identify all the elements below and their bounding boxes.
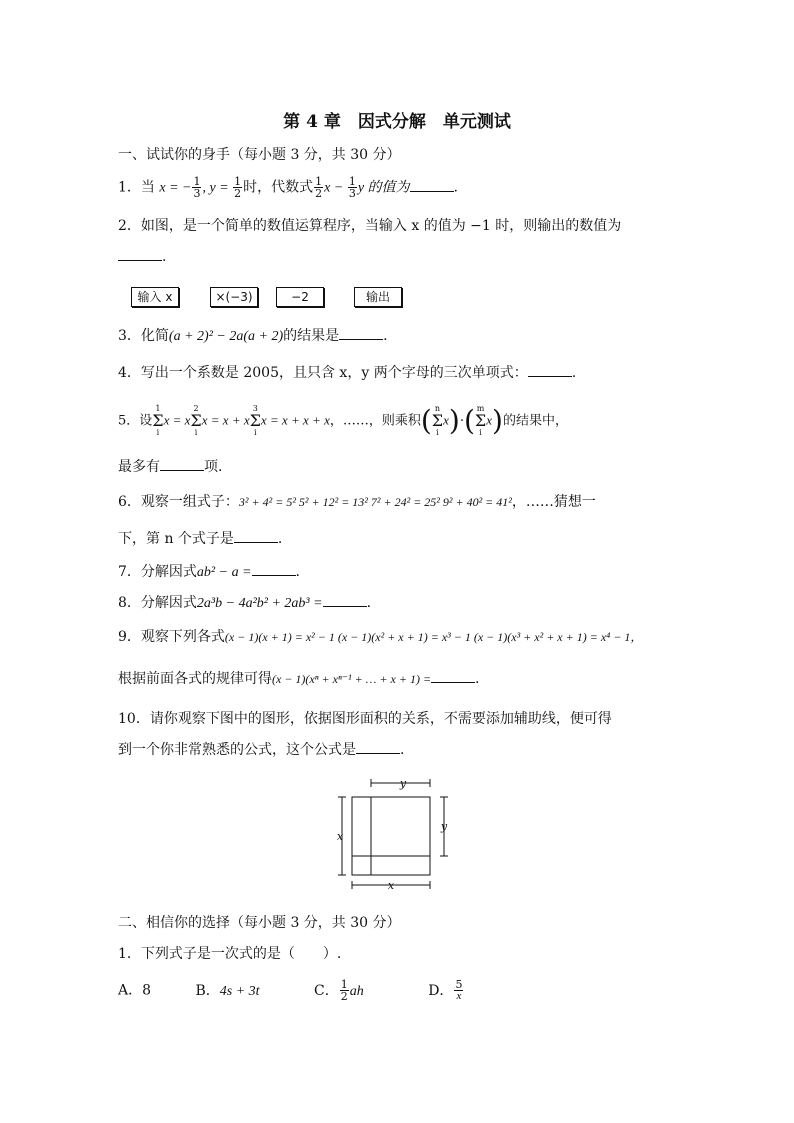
flow-input-box: 输入 x (131, 287, 179, 307)
question-7: 7．分解因式ab² − a = . (118, 561, 300, 583)
option-c[interactable]: C． $\frac{1}{2}$ ah (314, 978, 364, 1003)
square-figure (330, 773, 455, 893)
answer-blank-7[interactable] (252, 561, 296, 576)
page-title: 第 4 章 因式分解 单元测试 (283, 112, 511, 132)
question-9-line-2: 根据前面各式的规律可得(x − 1)(xⁿ + xⁿ⁻¹ + … + x + 1) = . (118, 668, 480, 689)
answer-blank-10[interactable] (356, 739, 400, 754)
answer-blank-4[interactable] (528, 362, 572, 377)
flow-output-box: 输出 (354, 287, 402, 307)
flow-multiply-box: ×(−3) (210, 287, 258, 307)
answer-blank-9[interactable] (431, 668, 475, 683)
question-1: 1．当 x = − $\frac{1}{3}$ , y = $\frac{1}{2}$ 时，代数式 $\frac{1}{2}$ x − $\frac{1}{3}$ y 的值为 . (118, 175, 458, 200)
mc-question-1: 1．下列式子是一次式的是（ ）. (118, 946, 342, 962)
answer-blank-2[interactable] (118, 246, 162, 261)
question-3: 3．化简(a + 2)² − 2a(a + 2)的结果是 . (118, 325, 388, 347)
answer-blank-5[interactable] (160, 456, 204, 471)
label-y-top: y (399, 777, 407, 790)
section1-heading: 一、试试你的身手（每小题 3 分，共 30 分） (118, 147, 401, 163)
outer-square (352, 797, 430, 875)
question-6: 6．观察一组式子：3² + 4² = 5² 5² + 12² = 13² 7² + 24² = 25² 9² + 40² = 41²，……猜想一 (118, 494, 596, 510)
answer-blank-6[interactable] (234, 528, 278, 543)
question-9: 9．观察下列各式(x − 1)(x + 1) = x² − 1 (x − 1)(x² + x + 1) = x³ − 1 (x − 1)(x³ + x² + x + 1) = x⁴ − 1， (118, 629, 643, 645)
flow-subtract-box: −2 (276, 287, 324, 307)
section2-heading: 二、相信你的选择（每小题 3 分，共 30 分） (118, 915, 401, 931)
label-x-left: x (336, 830, 344, 843)
label-x-bottom: x (387, 879, 395, 892)
question-8: 8．分解因式2a³b − 4a²b² + 2ab³ = . (118, 592, 371, 614)
question-10-line-2: 到一个你非常熟悉的公式，这个公式是 . (118, 739, 404, 760)
question-5-line-2: 最多有 项. (118, 456, 222, 477)
answer-blank-8[interactable] (323, 592, 367, 607)
option-d[interactable]: D． $\frac{5}{x}$ (428, 978, 463, 1002)
mc-options-1 (118, 979, 464, 1002)
label-y-right: y (440, 820, 448, 833)
question-5: 5．设1 Σ ix = x2 Σ ix = x + x3 Σ ix = x + x + x，……，则乘积( n Σ ix)·( m Σ ix)的结果中， (118, 404, 568, 437)
answer-blank-1[interactable] (410, 177, 454, 192)
question-10: 10．请你观察下图中的图形，依据图形面积的关系，不需要添加辅助线，便可得 (118, 711, 612, 727)
question-6-line-2: 下，第 n 个式子是 . (118, 528, 282, 549)
answer-blank-3[interactable] (339, 325, 383, 340)
option-b[interactable]: B．4s + 3t (195, 982, 260, 999)
question-2-blank-line: . (118, 246, 166, 267)
question-4: 4．写出一个系数是 2005，且只含 x，y 两个字母的三次单项式： . (118, 362, 576, 383)
option-a[interactable]: A．8 (118, 982, 152, 999)
question-2: 2．如图，是一个简单的数值运算程序，当输入 x 的值为 −1 时，则输出的数值为 (118, 218, 622, 234)
